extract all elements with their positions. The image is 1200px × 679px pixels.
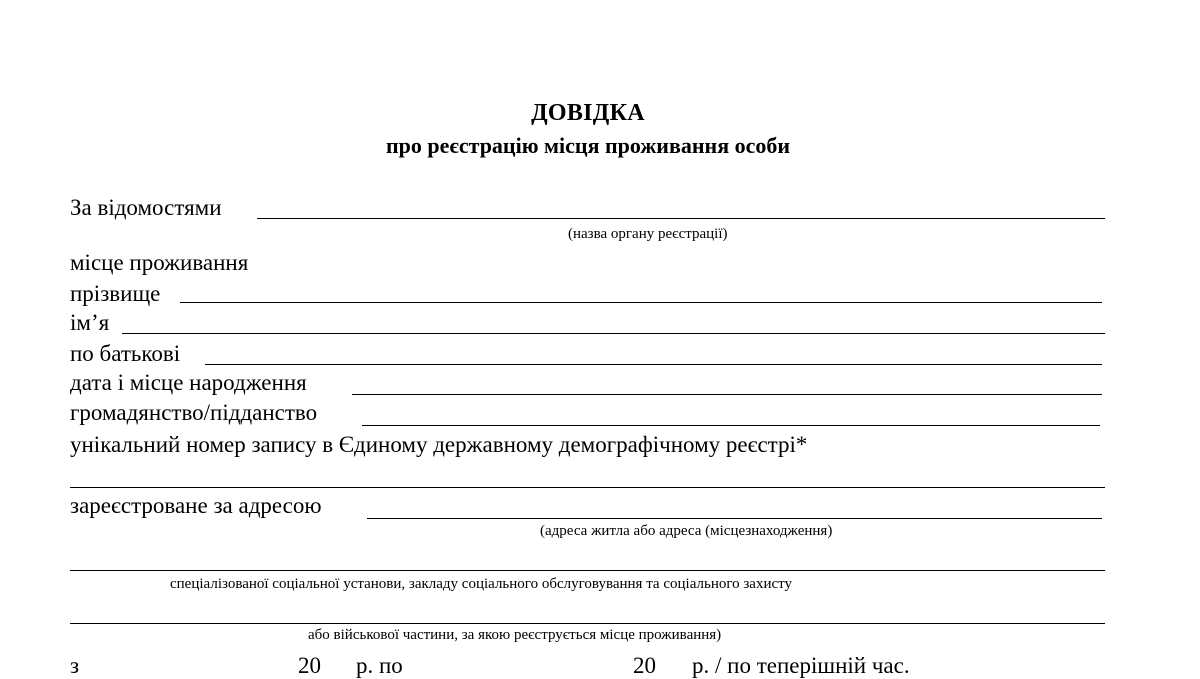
- document-subtitle: про реєстрацію місця проживання особи: [385, 133, 791, 158]
- registered-address-line[interactable]: [367, 518, 1102, 519]
- first-name-label: ім’я: [70, 310, 110, 335]
- period-year-suffix-2: р. / по теперішній час.: [692, 653, 910, 678]
- according-to-label: За відомостями: [70, 195, 222, 220]
- address-line-3[interactable]: [70, 623, 1105, 624]
- period-year-suffix-1: р. по: [356, 653, 403, 678]
- registration-body-line[interactable]: [257, 218, 1105, 219]
- period-year-prefix-2: 20: [633, 653, 656, 678]
- address-line-2[interactable]: [70, 570, 1105, 571]
- address-hint-1: (адреса житла або адреса (місцезнаходження): [540, 523, 833, 539]
- residence-heading: місце проживання: [70, 250, 249, 275]
- registration-body-hint: (назва органу реєстрації): [568, 226, 728, 242]
- registered-address-label: зареєстроване за адресою: [70, 493, 322, 518]
- first-name-line[interactable]: [122, 333, 1105, 334]
- surname-label: прізвище: [70, 281, 161, 306]
- document-title: ДОВІДКА: [531, 100, 645, 126]
- unique-record-number-line[interactable]: [70, 487, 1105, 488]
- period-from-label: з: [70, 653, 80, 678]
- period-year-prefix-1: 20: [298, 653, 321, 678]
- address-hint-2: спеціалізованої соціальної установи, закладу соціального обслуговування та соціального захисту: [170, 576, 792, 592]
- patronymic-label: по батькові: [70, 341, 181, 366]
- address-hint-3: або військової частини, за якою реєструється місце проживання): [308, 627, 722, 643]
- birth-date-place-label: дата і місце народження: [70, 370, 307, 395]
- patronymic-line[interactable]: [205, 364, 1102, 365]
- citizenship-line[interactable]: [362, 425, 1100, 426]
- citizenship-label: громадянство/підданство: [70, 400, 318, 425]
- surname-line[interactable]: [180, 302, 1102, 303]
- unique-record-number-label: унікальний номер запису в Єдиному державному демографічному реєстрі*: [70, 432, 808, 457]
- birth-date-place-line[interactable]: [352, 394, 1102, 395]
